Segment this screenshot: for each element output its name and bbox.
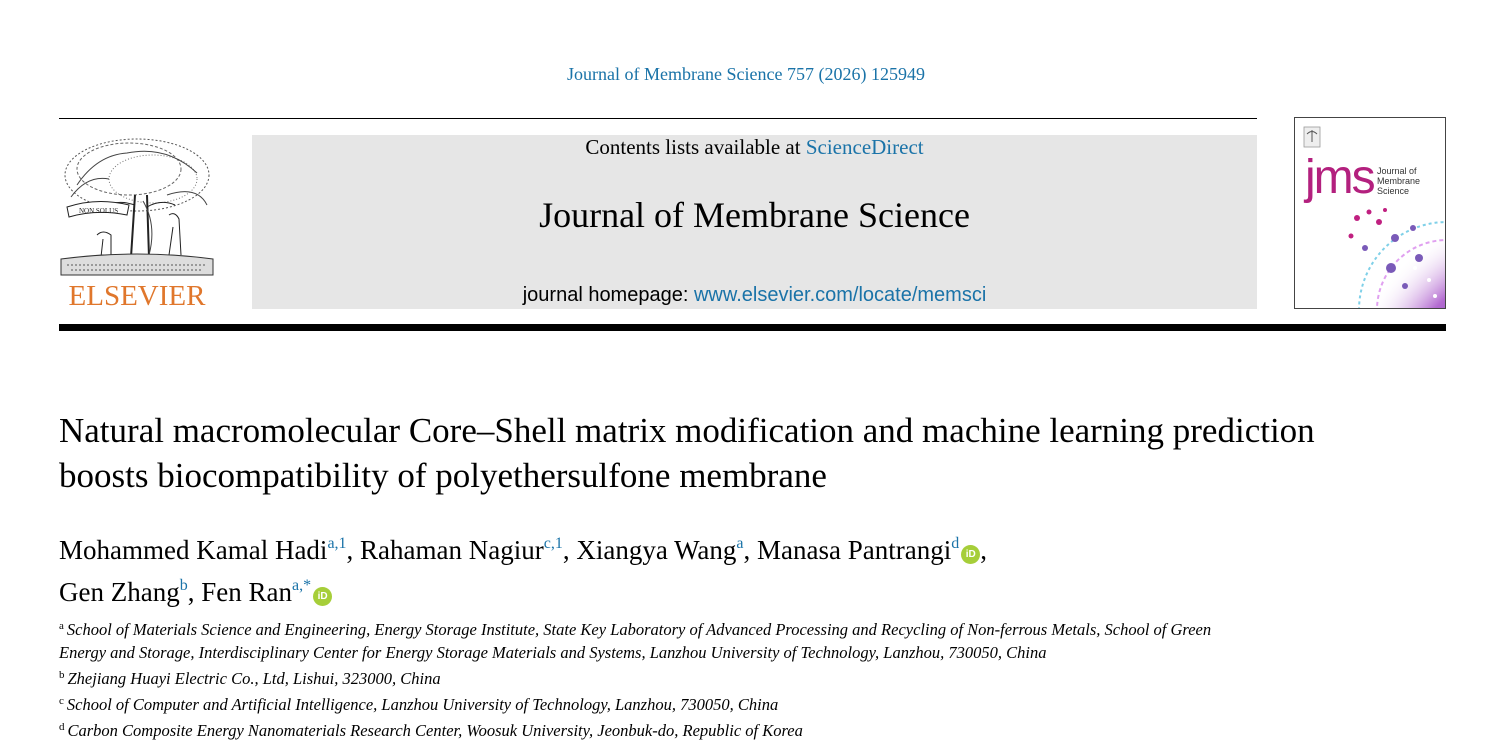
author-affiliation-marks[interactable]: a [736,535,744,552]
author-affiliation-marks[interactable]: a,* [291,577,312,594]
author-name[interactable]: Fen Ran [201,577,292,607]
orcid-icon[interactable]: iD [313,587,332,606]
affiliation-text: Carbon Composite Energy Nanomaterials Research Center, Woosuk University, Jeonbuk-do, Republic of Korea [67,721,803,740]
cover-title-line: Membrane [1377,176,1421,186]
affiliation-letter: d [59,721,65,733]
affiliation-item [59,615,1259,664]
affiliation-letter: b [59,669,65,681]
author-entry [59,577,201,607]
header-thick-rule [59,324,1446,331]
cover-jms-logo: jms [1305,151,1374,204]
cover-title-line: Science [1377,186,1410,196]
author-name[interactable]: Manasa Pantrangi [757,535,952,565]
author-list [59,526,1259,610]
author-name[interactable]: Rahaman Nagiur [360,535,544,565]
author-affiliation-marks[interactable]: a,1 [327,535,347,552]
author-separator: , [562,535,577,565]
author-entry [757,535,987,565]
author-affiliation-marks[interactable]: b [179,577,188,594]
author-entry [576,535,757,565]
cover-journal-title [1377,166,1445,196]
tree-icon [57,135,217,279]
author-affiliation-marks[interactable]: d [951,535,960,552]
journal-title: Journal of Membrane Science [539,195,970,235]
sciencedirect-link[interactable]: ScienceDirect [805,135,924,159]
affiliation-text: School of Materials Science and Engineering, Energy Storage Institute, State Key Laboratory of Advanced Processing and Recycling of Non-ferrous Metals, School of Green Energy and Storage, Interdisciplinary Center for Energy Storage Materials and Systems, Lanzhou University of Technology, Lanzhou, 730050, China [59,620,1212,662]
author-entry [59,535,360,565]
author-separator: , [346,535,361,565]
cover-elsevier-icon [1303,126,1321,148]
journal-cover-thumbnail[interactable] [1294,117,1446,309]
author-entry [360,535,576,565]
author-name[interactable]: Xiangya Wang [576,535,737,565]
orcid-icon[interactable]: iD [961,545,980,564]
homepage-prefix: journal homepage: [522,284,689,306]
author-name[interactable]: Mohammed Kamal Hadi [59,535,328,565]
affiliation-letter: c [59,695,64,707]
affiliation-item [59,716,1259,742]
author-separator: , [980,535,987,565]
affiliation-text: Zhejiang Huayi Electric Co., Ltd, Lishui, 323000, China [67,669,441,688]
elsevier-logo[interactable] [57,135,217,311]
affiliation-item [59,664,1259,690]
elsevier-wordmark: ELSEVIER [68,280,206,312]
cover-title-line: Journal of [1377,166,1417,176]
author-name[interactable]: Gen Zhang [59,577,180,607]
affiliation-list [59,615,1259,742]
journal-citation-link[interactable]: Journal of Membrane Science 757 (2026) 125949 [567,64,925,84]
tree-banner-text: NON SOLUS [79,207,119,215]
affiliation-text: School of Computer and Artificial Intelligence, Lanzhou University of Technology, Lanzhou, 730050, China [66,695,779,714]
article-title: Natural macromolecular Core–Shell matrix modification and machine learning prediction boosts biocompatibility of polyethersulfone membrane [59,411,1315,495]
contents-line [252,135,1257,159]
author-affiliation-marks[interactable]: c,1 [543,535,563,552]
author-separator: , [187,577,202,607]
header-top-rule [59,118,1257,119]
homepage-line [252,283,1257,307]
contents-prefix: Contents lists available at [585,135,801,159]
author-entry [201,577,332,607]
homepage-url-link[interactable]: www.elsevier.com/locate/memsci [693,284,987,306]
affiliation-item [59,690,1259,716]
author-separator: , [743,535,757,565]
affiliation-letter: a [59,620,64,632]
journal-header-box [252,135,1257,309]
